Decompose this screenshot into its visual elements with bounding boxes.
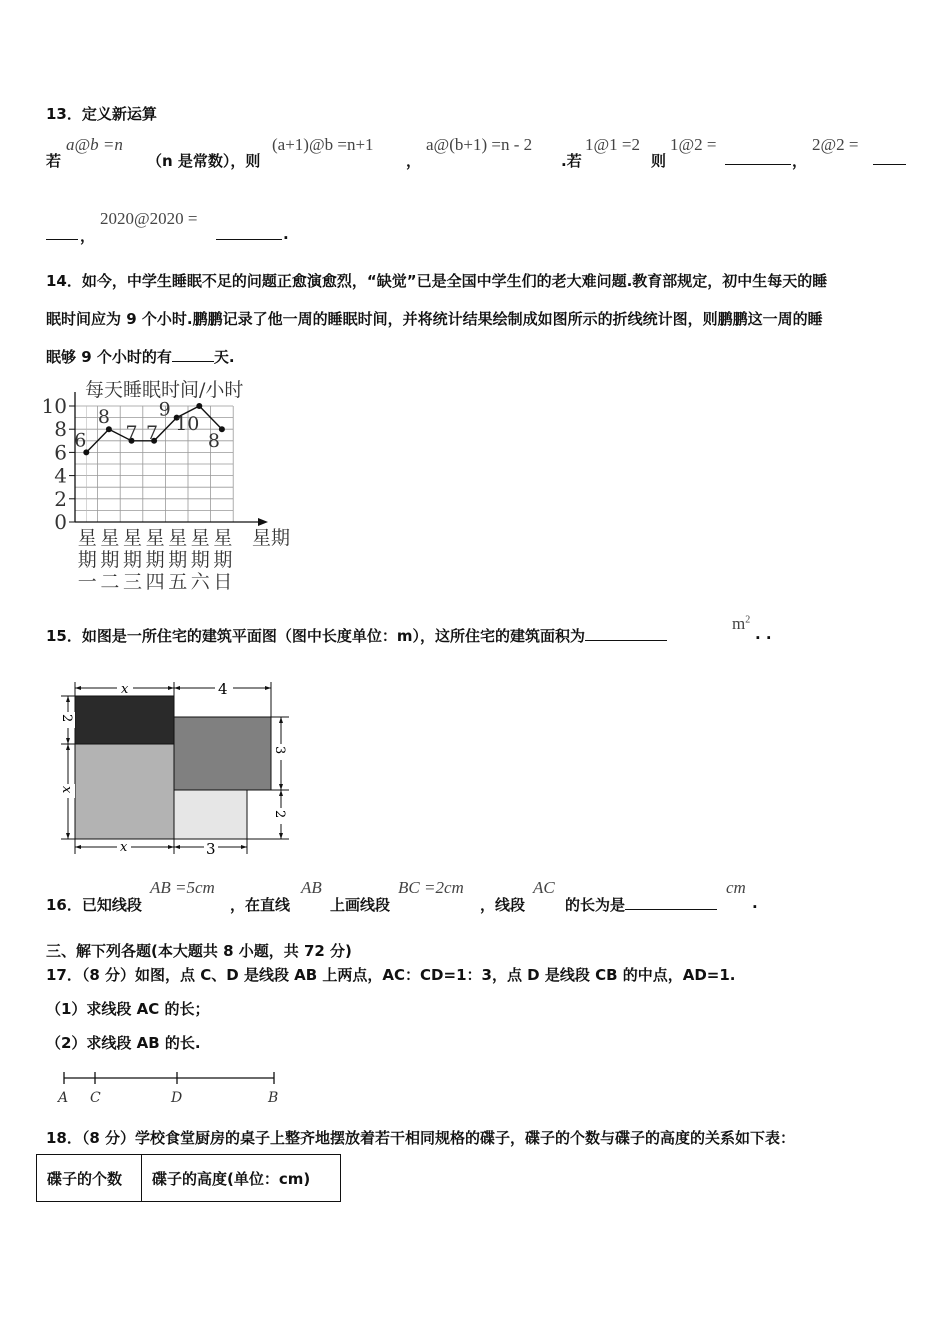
q13-ze: 则 [651,152,667,170]
q13-title-text: 定义新运算 [81,105,157,123]
q15-unit-m: m [732,614,746,633]
q14-line3-text: 眠够 9 个小时的有 [46,348,172,366]
point-label-d: D [171,1090,183,1106]
x-tick-label: 期 [213,549,233,571]
data-point [196,403,202,409]
x-tick-label: 星 [190,527,210,549]
q16-f: . [752,894,758,912]
x-tick-label: 四 [145,571,165,593]
q14-line3-tail: 天. [213,348,235,366]
q15-blank[interactable] [585,626,667,641]
q13-comma2: ， [792,152,808,170]
x-tick-label: 星 [213,527,233,549]
q13-number: 13． [46,105,82,123]
dim-label-2-right: 2 [272,810,287,819]
dim-label-x-left: x [59,786,74,794]
x-tick-label: 期 [100,549,120,571]
q16-unit: cm [726,878,746,897]
x-axis-arrow [258,518,268,526]
data-label: 7 [125,421,138,444]
point-label-c: C [90,1090,101,1106]
q15-tail: . . [755,625,772,643]
data-label: 6 [74,429,87,452]
x-tick-label: 星 [77,527,97,549]
dim-label-4: 4 [218,680,228,698]
dim-label-3-bottom: 3 [206,840,216,858]
x-tick-label: 五 [168,571,188,593]
q16-expr-bc: BC =2cm [398,878,464,897]
y-tick-label: 0 [54,510,67,534]
room-pale [174,790,247,839]
q16-blank[interactable] [625,895,717,910]
q13-expr6: 2@2 = [812,135,859,154]
q13-period: . [283,225,289,243]
x-tick-label: 期 [77,549,97,571]
x-tick-label: 六 [190,571,210,593]
x-tick-label: 期 [168,549,188,571]
chart-x-axis-label: 星期 [252,527,291,549]
q13-comma: ， [406,152,422,170]
dim-label-x-top: x [121,682,129,697]
q13-expr4: 1@1 =2 [585,135,640,154]
floor-plan-figure [55,680,295,860]
q13-note: （n 是常数），则 [147,152,261,170]
x-tick-label: 三 [122,571,143,593]
q13-dot-ruo: .若 [561,152,582,170]
dishes-table [36,1154,341,1202]
x-tick-label: 星 [168,527,188,549]
q16-d: ，线段 [480,896,526,914]
y-tick-label: 4 [54,463,67,488]
point-label-a: A [58,1090,69,1106]
x-tick-label: 期 [190,549,210,571]
q16-expr-ab: AB =5cm [150,878,215,897]
q15-text [46,625,667,646]
x-tick-label: 期 [145,549,165,571]
q15-unit-sup: 2 [745,614,751,626]
x-tick-label: 二 [100,571,120,593]
y-tick-label: 10 [41,394,67,418]
q14-blank[interactable] [172,347,214,362]
y-tick-label: 2 [54,486,67,511]
q13-expr1: a@b =n [66,135,123,154]
q17-part2: （2）求线段 AB 的长. [46,1034,201,1052]
chart-title: 每天睡眠时间/小时 [85,379,244,401]
data-label: 7 [146,421,159,444]
q13-blank-2a[interactable] [873,150,906,165]
q16-expr-line-ab: AB [301,878,322,897]
sleep-line-chart [0,370,320,595]
point-label-b: B [268,1090,279,1106]
q13-title [46,103,157,124]
chart-y-ticks [42,394,75,534]
x-tick-label: 星 [122,527,143,549]
segment-figure [50,1066,300,1110]
q16-e-text: 的长为是 [565,896,626,914]
q16-b: ，在直线 [230,896,291,914]
chart-x-labels [78,527,233,593]
q13-ruo: 若 [46,152,62,170]
data-label: 8 [207,430,220,453]
q13-expr5: 1@2 = [670,135,717,154]
room-mid-gray [174,717,271,790]
q15-unit [732,614,750,634]
q14-line3 [46,346,235,367]
q14-line2: 眠时间应为 9 个小时.鹏鹏记录了他一周的睡眠时间，并将统计结果绘制成如图所示的折线统计图，则鹏鹏这一周的睡 [46,310,823,328]
data-label: 10 [175,413,200,435]
q17-part1: （1）求线段 AC 的长； [46,1000,210,1018]
room-dark [75,696,174,744]
q16-e [565,894,717,915]
q15-stem: 15．如图是一所住宅的建筑平面图（图中长度单位：m），这所住宅的建筑面积为 [46,627,586,645]
y-tick-label: 8 [54,417,67,442]
table-header-count: 碟子的个数 [37,1155,142,1202]
table-header-height: 碟子的高度(单位：cm) [142,1155,341,1202]
x-tick-label: 星 [100,527,120,549]
q17-stem: 17．（8 分）如图，点 C、D 是线段 AB 上两点，AC：CD=1：3，点 D 是线段 CB 的中点，AD=1. [46,966,736,984]
dim-label-2-left: 2 [59,714,74,723]
x-tick-label: 期 [122,549,143,571]
q13-expr3: a@(b+1) =n - 2 [426,135,533,154]
x-tick-label: 日 [213,571,233,593]
q13-comma3: ， [80,227,96,245]
table-row [37,1155,341,1202]
q13-expr7: 2020@2020 = [100,209,198,228]
q13-blank-2b[interactable] [46,225,78,240]
q16-expr-ac: AC [533,878,555,897]
q13-blank-1[interactable] [725,150,791,165]
q18-stem: 18．（8 分）学校食堂厨房的桌子上整齐地摆放着若干相同规格的碟子，碟子的个数与碟子的高度的关系如下表： [46,1129,796,1147]
x-tick-label: 星 [145,527,165,549]
dim-label-3-right: 3 [272,746,287,755]
q13-blank-3[interactable] [216,225,282,240]
dim-label-x-bottom: x [120,840,128,855]
section3-title: 三、解下列各题(本大题共 8 小题，共 72 分) [46,942,352,960]
x-tick-label: 一 [77,571,97,593]
room-light-gray [75,744,174,839]
q14-line1: 14．如今，中学生睡眠不足的问题正愈演愈烈，“缺觉”已是全国中学生们的老大难问题.教育部规定，初中生每天的睡 [46,272,828,290]
data-label: 8 [97,406,110,429]
y-tick-label: 6 [54,440,67,465]
q16-c: 上画线段 [330,896,391,914]
q13-expr2: (a+1)@b =n+1 [272,135,374,154]
q16-a: 16．已知线段 [46,896,142,914]
chart-series [74,399,225,456]
data-label: 9 [158,398,171,421]
